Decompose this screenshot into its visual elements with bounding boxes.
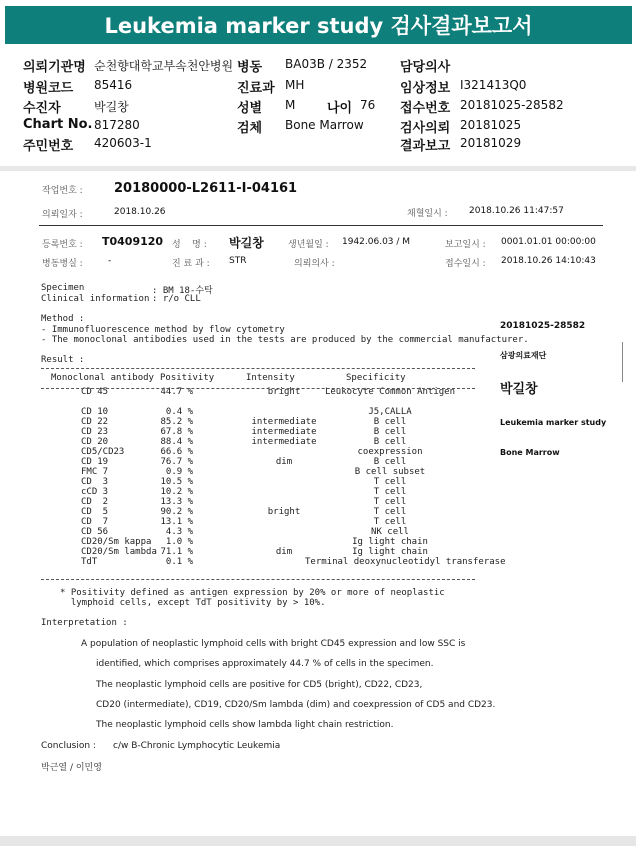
- cell-antibody: CD 19: [81, 457, 109, 467]
- table-row: [43, 477, 407, 487]
- chart-no-value: 817280: [94, 118, 140, 132]
- referring-doctor-label: 의뢰의사 :: [294, 259, 335, 269]
- table-row: [43, 407, 412, 417]
- cell-positivity: 67.8 %: [160, 427, 193, 437]
- result-report-value: 20181029: [460, 136, 522, 150]
- table-row: [43, 417, 407, 427]
- cell-specificity: T cell: [373, 487, 407, 497]
- cell-specificity: T cell: [373, 497, 407, 507]
- table-header: [43, 373, 406, 387]
- cell-specificity: coexpression: [357, 447, 423, 457]
- ward-label: 병동: [237, 60, 263, 75]
- cell-antibody: CD 22: [81, 417, 109, 427]
- cell-antibody: CD5/CD23: [81, 447, 125, 457]
- cell-specificity: B cell: [373, 437, 407, 447]
- cell-positivity: 85.2 %: [160, 417, 193, 427]
- cell-positivity: 44.7 %: [160, 387, 193, 397]
- institution-label: 의뢰기관명: [23, 60, 86, 75]
- table-row: [43, 537, 428, 547]
- receipt-datetime-label: 접수일시 :: [445, 259, 486, 269]
- cell-antibody: TdT: [81, 557, 98, 567]
- table-row: [43, 387, 456, 407]
- result-report-label: 결과보고: [400, 139, 451, 154]
- specimen-type-label: 검체: [237, 121, 263, 136]
- cell-positivity: 66.6 %: [160, 447, 193, 457]
- specimen-label: Specimen: [41, 283, 85, 293]
- cell-specificity: Terminal deoxynucleotidyl transferase: [305, 557, 506, 567]
- cell-specificity: T cell: [373, 517, 407, 527]
- report-document: [5, 172, 631, 834]
- report-datetime-label: 보고일시 :: [445, 240, 486, 250]
- cell-antibody: CD20/Sm lambda: [81, 547, 157, 557]
- request-date-value: 20181025: [460, 118, 522, 132]
- cell-intensity: bright: [267, 507, 301, 517]
- ward-room-value: -: [108, 256, 112, 266]
- cell-specificity: Ig light chain: [352, 537, 428, 547]
- interpretation-line-5: The neoplastic lymphoid cells show lambda light chain restriction.: [96, 720, 394, 730]
- clinical-information-value: : r/o CLL: [152, 294, 201, 304]
- table-row: [43, 487, 407, 497]
- cell-antibody: CD 45: [81, 387, 109, 397]
- cell-antibody: FMC 7: [81, 467, 109, 477]
- age-label: 나이: [327, 101, 353, 116]
- table-row: [43, 467, 426, 477]
- cell-intensity: dim: [275, 457, 293, 467]
- cell-positivity: 1.0 %: [165, 537, 193, 547]
- sticker-specimen: Bone Marrow: [500, 448, 560, 457]
- sex-value: M: [285, 98, 296, 112]
- table-row: [43, 497, 407, 507]
- chart-no-label: Chart No.: [23, 117, 93, 132]
- table-row: [43, 547, 428, 557]
- interpretation-line-2: identified, which comprises approximately 44.7 % of cells in the specimen.: [96, 659, 434, 669]
- collection-value: 2018.10.26 11:47:57: [469, 206, 564, 216]
- cell-positivity: 71.1 %: [160, 547, 193, 557]
- cell-positivity: 4.3 %: [165, 527, 193, 537]
- cell-specificity: B cell: [373, 417, 407, 427]
- table-row: [43, 457, 407, 467]
- header-intensity: Intensity: [246, 373, 295, 383]
- cell-antibody: CD20/Sm kappa: [81, 537, 152, 547]
- hospital-code-label: 병원코드: [23, 81, 74, 96]
- cell-intensity: dim: [275, 547, 293, 557]
- header-positivity: Positivity: [160, 373, 215, 383]
- department-value: MH: [285, 78, 305, 92]
- sticker-patient-name: 박길창: [500, 382, 538, 397]
- patient-value: 박길창: [94, 100, 129, 114]
- cell-specificity: T cell: [373, 477, 407, 487]
- signature: 박근열 / 이민영: [41, 763, 102, 773]
- specimen-value: : BM 18-수탁: [152, 286, 213, 296]
- specimen-type-value: Bone Marrow: [285, 118, 364, 132]
- cell-positivity: 0.4 %: [165, 407, 193, 417]
- resident-no-label: 주민번호: [23, 139, 74, 154]
- cell-specificity: B cell subset: [354, 467, 426, 477]
- footnote-line-2: lymphoid cells, except TdT positivity by > 10%.: [60, 598, 326, 608]
- interpretation-line-4: CD20 (intermediate), CD19, CD20/Sm lambda (dim) and coexpression of CD5 and CD23.: [96, 700, 496, 710]
- sticker-accession: 20181025-28582: [500, 321, 586, 331]
- header-specificity: Specificity: [346, 373, 406, 383]
- cell-specificity: B cell: [373, 427, 407, 437]
- dept-value: STR: [229, 256, 247, 266]
- divider-line: [39, 225, 603, 226]
- cell-intensity: intermediate: [251, 417, 317, 427]
- job-number-value: 20180000-L2611-I-04161: [114, 181, 298, 196]
- cell-specificity: Ig light chain: [352, 547, 428, 557]
- cell-intensity: intermediate: [251, 437, 317, 447]
- cell-specificity: B cell: [373, 457, 407, 467]
- dob-label: 생년월일 :: [288, 240, 329, 250]
- interpretation-line-1: A population of neoplastic lymphoid cells with bright CD45 expression and low SSC is: [81, 639, 466, 649]
- method-line-1: - Immunofluorescence method by flow cytometry: [41, 325, 285, 335]
- cell-intensity: bright: [267, 387, 301, 397]
- cell-antibody: CD 23: [81, 427, 109, 437]
- registration-value: T0409120: [102, 235, 164, 248]
- table-row: [43, 557, 506, 567]
- conclusion-label: Conclusion :: [41, 741, 96, 751]
- doctor-label: 담당의사: [400, 60, 451, 75]
- ward-room-label: 병동병실 :: [42, 259, 83, 269]
- specimen-sticker: [500, 301, 606, 478]
- cell-antibody: cCD 3: [81, 487, 109, 497]
- accession-no-label: 접수번호: [400, 101, 451, 116]
- table-row: [43, 527, 409, 537]
- institution-value: 순천향대학교부속천안병원: [94, 59, 234, 73]
- header-info: [0, 48, 636, 166]
- table-row: [43, 447, 423, 457]
- conclusion-value: c/w B-Chronic Lymphocytic Leukemia: [113, 741, 281, 751]
- clinical-information-label: Clinical information: [41, 294, 150, 304]
- cell-positivity: 0.9 %: [165, 467, 193, 477]
- footnote-line-1: * Positivity defined as antigen expression by 20% or more of neoplastic: [60, 588, 445, 598]
- cell-antibody: CD 10: [81, 407, 109, 417]
- table-row: [43, 427, 407, 437]
- collection-label: 채혈일시 :: [407, 209, 448, 219]
- cell-specificity: T cell: [373, 507, 407, 517]
- sticker-institution: 삼광의료재단: [500, 351, 547, 360]
- patient-name-value: 박길창: [229, 236, 264, 250]
- cell-intensity: intermediate: [251, 427, 317, 437]
- cell-antibody: CD 7: [81, 517, 109, 527]
- dob-value: 1942.06.03 / M: [342, 237, 411, 247]
- interpretation-line-3: The neoplastic lymphoid cells are positive for CD5 (bright), CD22, CD23,: [96, 680, 423, 690]
- sticker-test-name: Leukemia marker study: [500, 418, 607, 427]
- ward-value: BA03B / 2352: [285, 57, 368, 71]
- cell-antibody: CD 3: [81, 477, 109, 487]
- cell-antibody: CD 56: [81, 527, 109, 537]
- accession-no-value: 20181025-28582: [460, 98, 564, 112]
- cell-antibody: CD 5: [81, 507, 109, 517]
- table-top-rule: [41, 368, 475, 369]
- method-label: Method :: [41, 314, 85, 324]
- cell-antibody: CD 20: [81, 437, 109, 447]
- resident-no-value: 420603-1: [94, 136, 152, 150]
- cell-positivity: 0.1 %: [165, 557, 193, 567]
- cell-positivity: 90.2 %: [160, 507, 193, 517]
- request-date-value-2: 2018.10.26: [114, 207, 166, 217]
- bottom-bar: [0, 836, 636, 846]
- dept-label: 진 료 과 :: [172, 259, 210, 269]
- header-antibody: Monoclonal antibody: [51, 373, 154, 383]
- table-bottom-rule: [41, 579, 475, 580]
- department-label: 진료과: [237, 81, 275, 96]
- age-value: 76: [360, 98, 376, 112]
- sex-label: 성별: [237, 101, 263, 116]
- clinical-info-value: I321413Q0: [460, 78, 527, 92]
- cell-positivity: 13.1 %: [160, 517, 193, 527]
- table-header-rule: [41, 388, 475, 389]
- job-number-label: 작업번호 :: [42, 186, 83, 196]
- interpretation-label: Interpretation :: [41, 618, 128, 628]
- cell-positivity: 76.7 %: [160, 457, 193, 467]
- report-title: Leukemia marker study 검사결과보고서: [5, 6, 632, 44]
- table-row: [43, 437, 407, 447]
- cell-specificity: Leukocyte Common Antigen: [324, 387, 456, 397]
- clinical-info-label: 임상정보: [400, 81, 451, 96]
- section-separator: [0, 166, 636, 171]
- patient-name-label: 성 명 :: [172, 240, 207, 250]
- method-line-2: - The monoclonal antibodies used in the tests are produced by the commercial manufacturer.: [41, 335, 529, 345]
- cell-positivity: 10.5 %: [160, 477, 193, 487]
- result-table: [43, 373, 506, 567]
- patient-label: 수진자: [23, 101, 61, 116]
- cell-positivity: 13.3 %: [160, 497, 193, 507]
- cell-antibody: CD 2: [81, 497, 109, 507]
- table-row: [43, 517, 407, 527]
- cell-positivity: 10.2 %: [160, 487, 193, 497]
- receipt-datetime-value: 2018.10.26 14:10:43: [501, 256, 596, 266]
- table-row: [43, 507, 407, 517]
- hospital-code-value: 85416: [94, 78, 133, 92]
- cell-specificity: J5,CALLA: [368, 407, 412, 417]
- registration-label: 등록번호 :: [42, 240, 83, 250]
- request-date-label: 검사의뢰: [400, 121, 451, 136]
- cell-specificity: NK cell: [371, 527, 409, 537]
- report-datetime-value: 0001.01.01 00:00:00: [501, 237, 596, 247]
- request-date-label-2: 의뢰일자 :: [42, 210, 83, 220]
- cell-positivity: 88.4 %: [160, 437, 193, 447]
- sticker-edge: [622, 342, 623, 382]
- result-label: Result :: [41, 355, 85, 365]
